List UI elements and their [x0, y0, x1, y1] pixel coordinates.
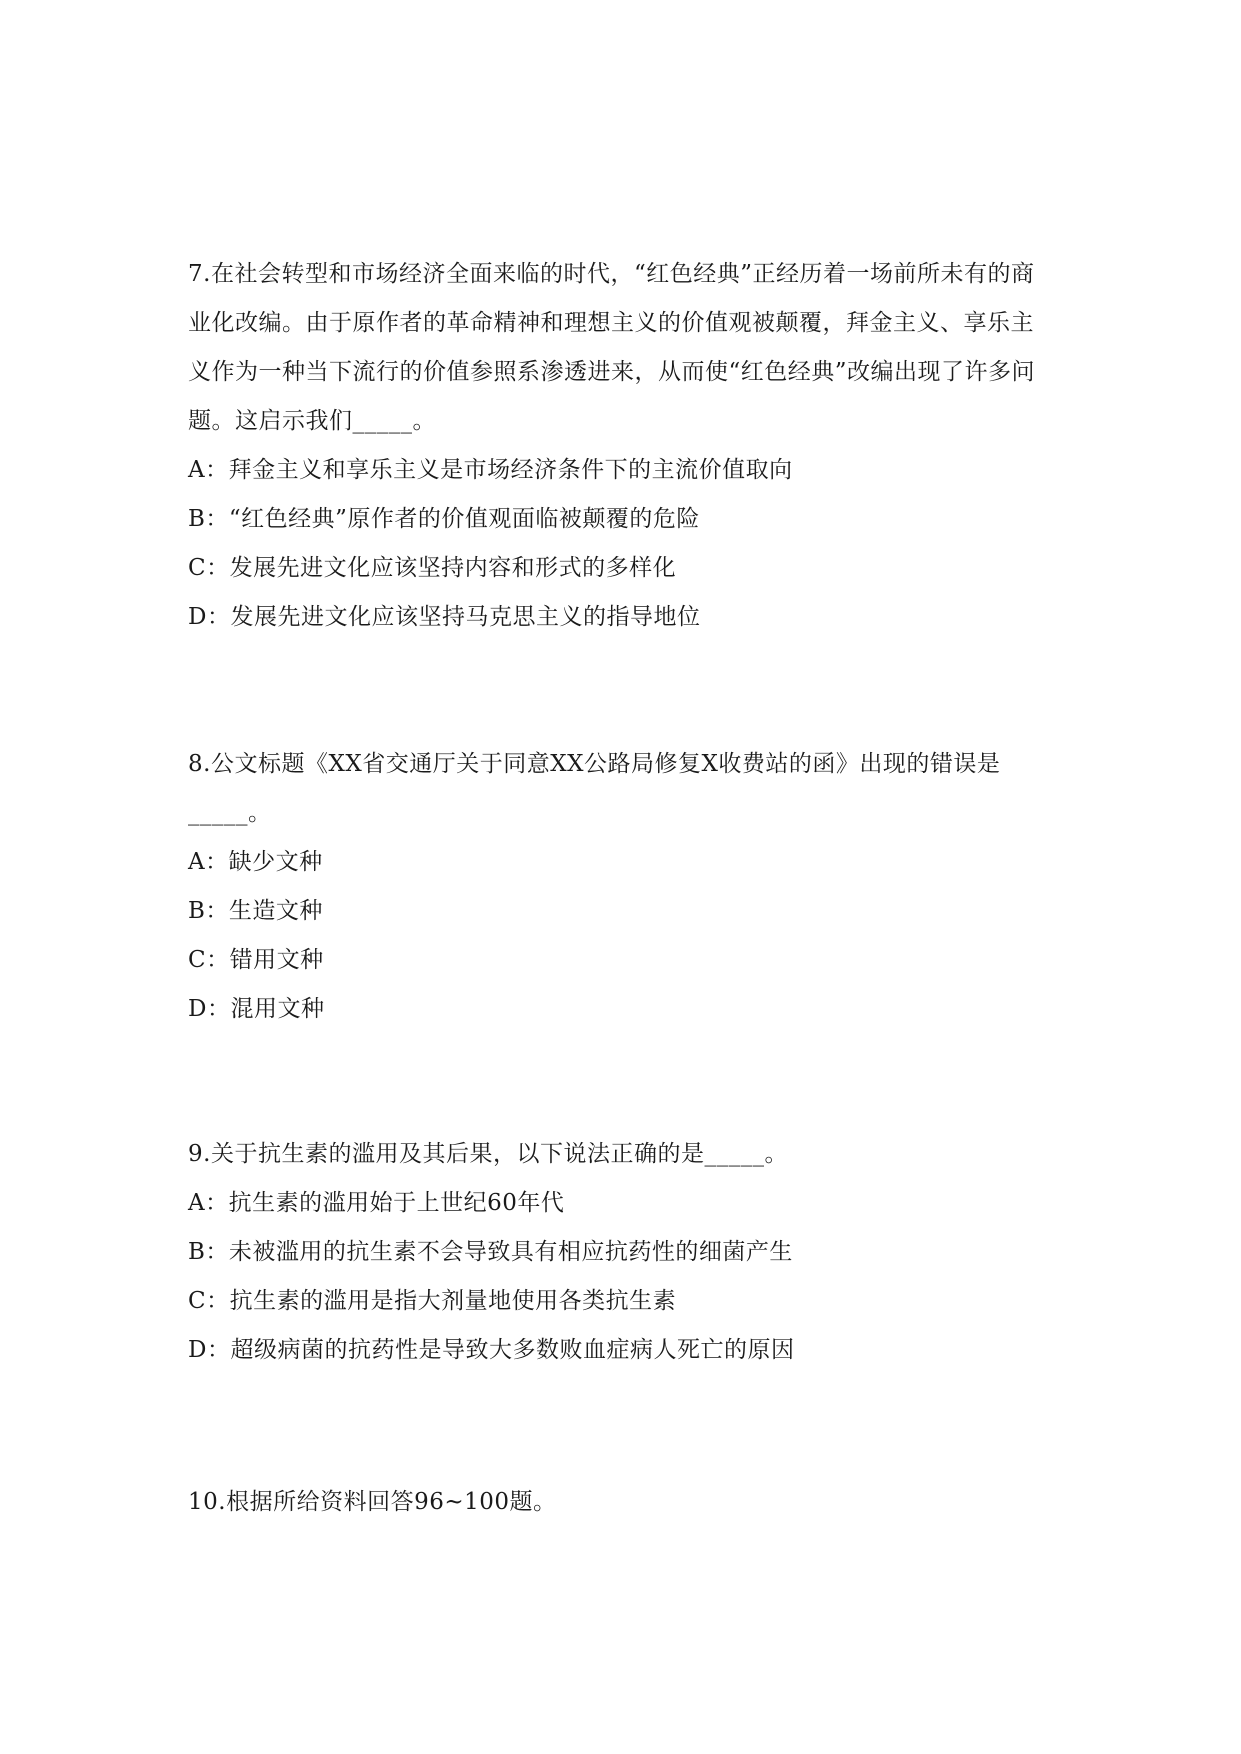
question-8 — [188, 740, 1048, 1034]
option-b: B：生造文种 — [188, 898, 323, 924]
option-c: C：错用文种 — [188, 947, 324, 973]
option-a: A：拜金主义和享乐主义是市场经济条件下的主流价值取向 — [188, 457, 793, 483]
option-b: B：未被滥用的抗生素不会导致具有相应抗药性的细菌产生 — [188, 1239, 793, 1265]
question-stem: 7.在社会转型和市场经济全面来临的时代，“红色经典”正经历着一场前所未有的商业化改编。由于原作者的革命精神和理想主义的价值观被颠覆，拜金主义、享乐主义作为一种当下流行的价值参照系渗透进来，从而使“红色经典”改编出现了许多问题。这启示我们_____。 — [188, 261, 1036, 434]
question-stem: 10.根据所给资料回答96~100题。 — [188, 1489, 557, 1515]
question-7 — [188, 250, 1048, 642]
question-10 — [188, 1478, 1048, 1527]
option-d: D：超级病菌的抗药性是导致大多数败血症病人死亡的原因 — [188, 1337, 795, 1363]
question-9 — [188, 1130, 1048, 1375]
option-c: C：发展先进文化应该坚持内容和形式的多样化 — [188, 555, 677, 581]
option-a: A：抗生素的滥用始于上世纪60年代 — [188, 1190, 565, 1216]
option-a: A：缺少文种 — [188, 849, 323, 875]
option-c: C：抗生素的滥用是指大剂量地使用各类抗生素 — [188, 1288, 677, 1314]
option-d: D：混用文种 — [188, 996, 325, 1022]
option-d: D：发展先进文化应该坚持马克思主义的指导地位 — [188, 604, 701, 630]
question-stem: 9.关于抗生素的滥用及其后果，以下说法正确的是_____。 — [188, 1141, 788, 1167]
option-b: B：“红色经典”原作者的价值观面临被颠覆的危险 — [188, 506, 700, 532]
question-stem: 8.公文标题《XX省交通厅关于同意XX公路局修复X收费站的函》出现的错误是_____。 — [188, 751, 1001, 826]
